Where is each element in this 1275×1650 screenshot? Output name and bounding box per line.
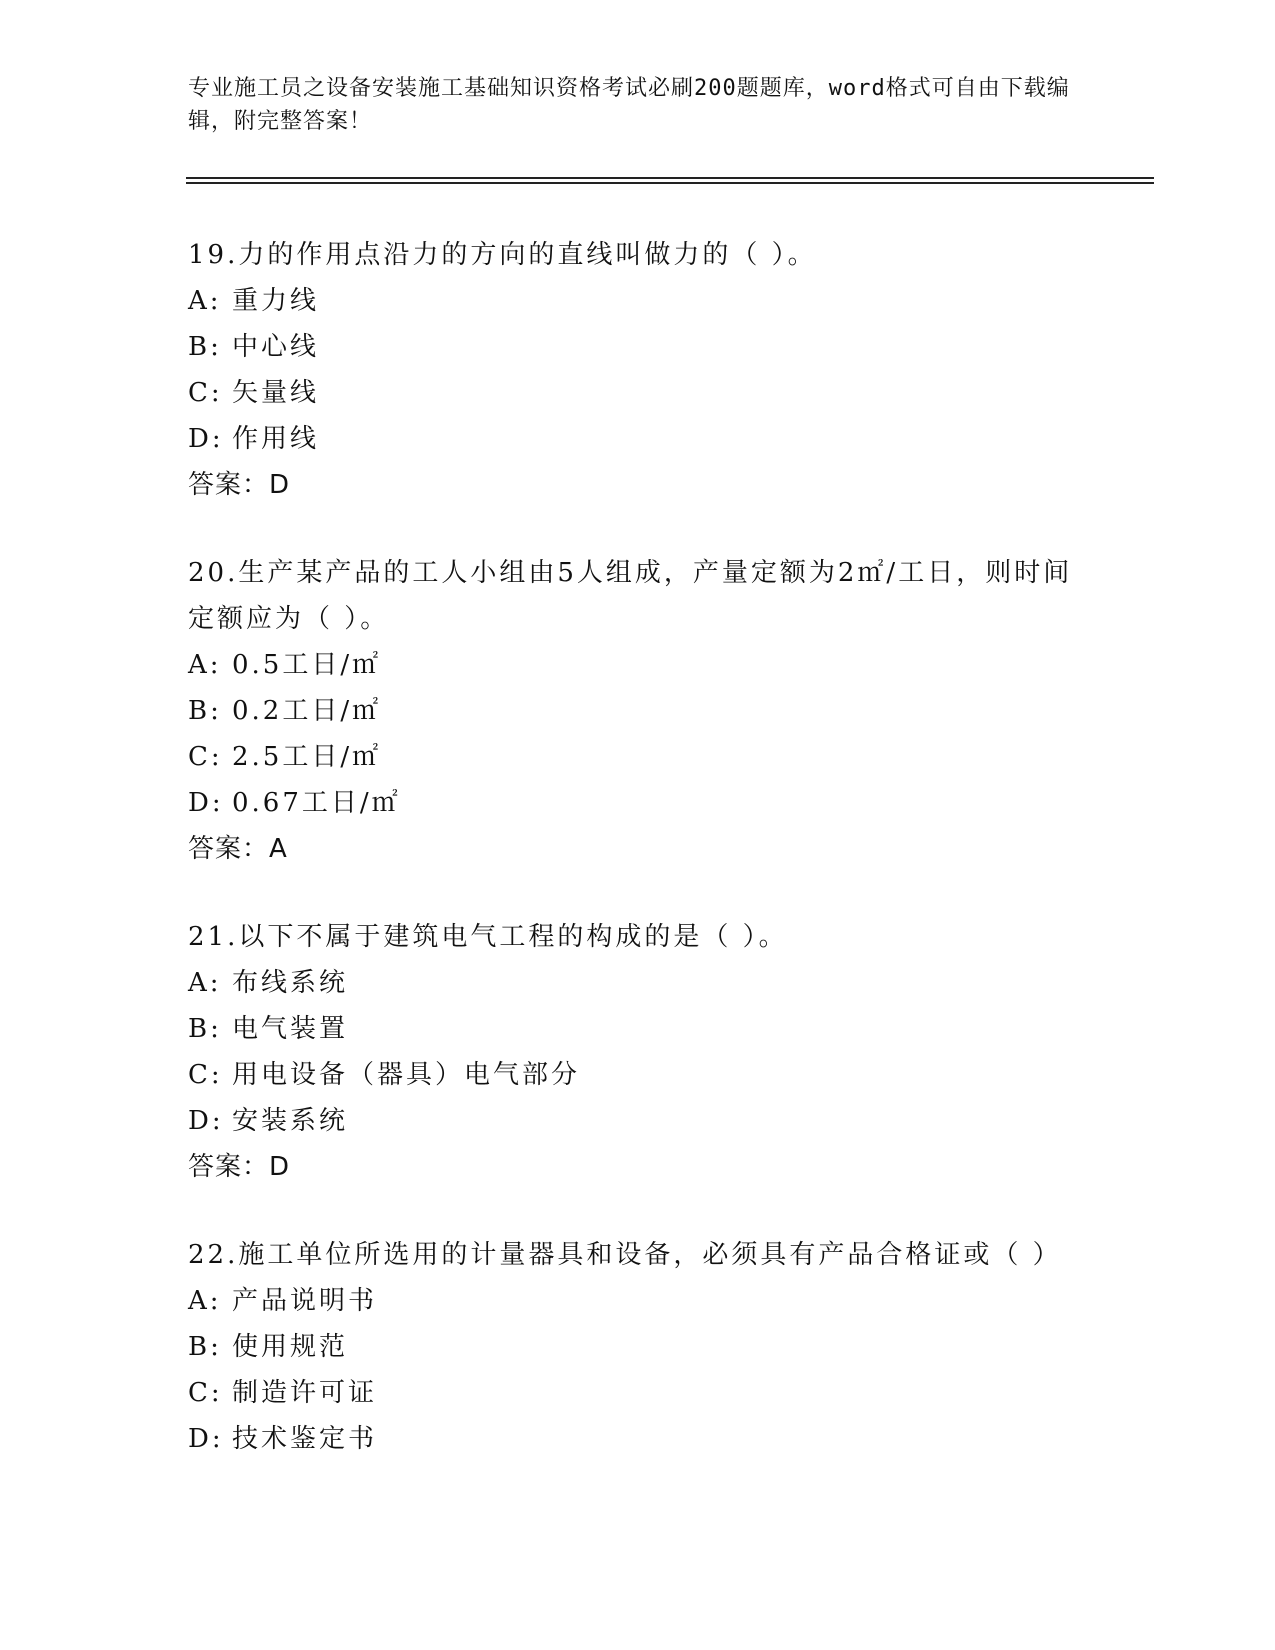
- option-text: 布线系统: [232, 968, 349, 998]
- option-letter: D:: [188, 788, 224, 818]
- answer-line: 答案：D: [188, 1152, 291, 1182]
- option-letter: C:: [188, 1378, 223, 1408]
- option-letter: D:: [188, 1424, 224, 1454]
- option-letter: B:: [188, 332, 222, 362]
- option-a: [188, 960, 1088, 1006]
- option-b: [188, 324, 1088, 370]
- option-text: 作用线: [232, 424, 320, 454]
- option-text: 安装系统: [232, 1106, 349, 1136]
- option-d: [188, 416, 1088, 462]
- option-letter: C:: [188, 742, 223, 772]
- question-21: [188, 914, 1088, 1190]
- option-letter: C:: [188, 378, 223, 408]
- option-d: [188, 1098, 1088, 1144]
- option-b: [188, 1324, 1088, 1370]
- option-text: 2.5工日/㎡: [232, 742, 382, 772]
- option-letter: A:: [188, 650, 222, 680]
- option-d: [188, 1416, 1088, 1462]
- option-text: 0.2工日/㎡: [232, 696, 382, 726]
- option-letter: D:: [188, 424, 224, 454]
- option-b: [188, 688, 1088, 734]
- option-letter: D:: [188, 1106, 224, 1136]
- option-a: [188, 1278, 1088, 1324]
- option-text: 使用规范: [232, 1332, 349, 1362]
- answer-line: 答案：A: [188, 834, 288, 864]
- question-20: [188, 550, 1088, 872]
- option-text: 电气装置: [232, 1014, 349, 1044]
- option-text: 0.67工日/㎡: [232, 788, 401, 818]
- option-text: 制造许可证: [232, 1378, 378, 1408]
- option-letter: C:: [188, 1060, 223, 1090]
- option-c: [188, 1370, 1088, 1416]
- header-divider-top: [186, 177, 1154, 179]
- question-stem: 20.生产某产品的工人小组由5人组成，产量定额为2㎡/工日，则时间定额应为（ ）。: [188, 558, 1073, 634]
- option-c: [188, 370, 1088, 416]
- option-c: [188, 1052, 1088, 1098]
- header-divider-bottom: [186, 182, 1154, 184]
- question-stem: 22.施工单位所选用的计量器具和设备，必须具有产品合格证或（ ）: [188, 1240, 1062, 1270]
- option-letter: B:: [188, 696, 222, 726]
- question-22: [188, 1232, 1088, 1462]
- option-text: 中心线: [232, 332, 320, 362]
- answer-line: 答案：D: [188, 470, 291, 500]
- option-a: [188, 278, 1088, 324]
- option-c: [188, 734, 1088, 780]
- option-letter: A:: [188, 1286, 222, 1316]
- question-stem: 19.力的作用点沿力的方向的直线叫做力的（ ）。: [188, 240, 817, 270]
- question-list: [188, 232, 1088, 1504]
- option-text: 重力线: [232, 286, 320, 316]
- option-text: 技术鉴定书: [232, 1424, 378, 1454]
- question-stem: 21.以下不属于建筑电气工程的构成的是（ ）。: [188, 922, 788, 952]
- option-letter: A:: [188, 968, 222, 998]
- option-text: 用电设备（器具）电气部分: [232, 1060, 581, 1090]
- option-text: 产品说明书: [232, 1286, 378, 1316]
- option-a: [188, 642, 1088, 688]
- option-text: 0.5工日/㎡: [232, 650, 382, 680]
- option-letter: B:: [188, 1332, 222, 1362]
- document-header: 专业施工员之设备安装施工基础知识资格考试必刷200题题库，word格式可自由下载编辑，附完整答案！: [188, 76, 1070, 134]
- option-text: 矢量线: [232, 378, 320, 408]
- option-d: [188, 780, 1088, 826]
- option-letter: A:: [188, 286, 222, 316]
- question-19: [188, 232, 1088, 508]
- option-b: [188, 1006, 1088, 1052]
- option-letter: B:: [188, 1014, 222, 1044]
